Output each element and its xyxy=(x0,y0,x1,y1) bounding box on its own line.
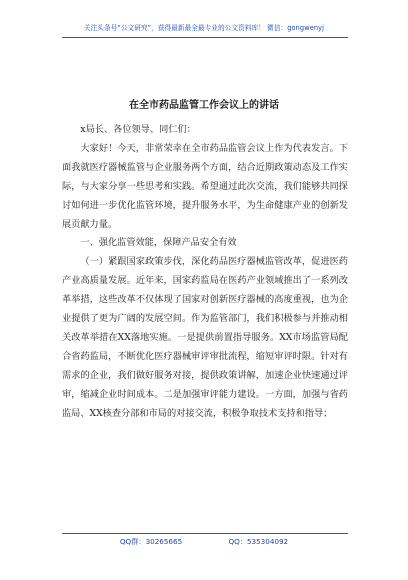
footer-qq-group: QQ群：30265665 xyxy=(119,537,183,546)
header-divider xyxy=(62,37,348,38)
footer-qq: QQ：535304092 xyxy=(228,537,289,546)
document-body xyxy=(62,121,348,424)
paragraph-section-1: （一）紧跟国家政策步伐，深化药品医疗器械监管改革，促进医药产业高质量发展。近年来，国家药监局在医药产业领域推出了一系列改革举措，这些改革不仅体现了国家对创新医疗器械的高度重视，也为企业提供了更为广阔的发展空间。作为监管部门，我们积极参与并推动相关改革举措在XX落地实施。一是提供前置指导服务。XX市场监管局配合省药监局，不断优化医疗器械审评审批流程，缩短审评时限。针对有需求的企业，我们做好服务对接，提供政策讲解，加速企业快速通过评审，缩减企业时间成本。二是加强审评能力建设。一方面，加强与省药监局、XX核查分部和市局的对接交流，积极争取技术支持和指导； xyxy=(62,256,348,419)
document-title: 在全市药品监管工作会议上的讲话 xyxy=(129,100,279,111)
footer-divider xyxy=(62,533,348,534)
salutation: x局长、各位领导、同仁们： xyxy=(80,124,196,135)
footer xyxy=(0,537,408,547)
paragraph-intro: 大家好！今天，非常荣幸在全市药品监管会议上作为代表发言。下面我就医疗器械监管与企业服务两个方面，结合近期政策动态及工作实际，与大家分享一些思考和实践。希望通过此次交流，我们能够共同探讨如何进一步优化监管环境，提升服务水平，为生命健康产业的创新发展贡献力量。 xyxy=(62,142,348,230)
section-heading: 一、强化监管效能，保障产品安全有效 xyxy=(80,237,237,249)
header-banner: 关注头条号“公文研究”，获得最新最全最专业的公文资料库！ 微信：gongwenyj xyxy=(83,24,325,32)
